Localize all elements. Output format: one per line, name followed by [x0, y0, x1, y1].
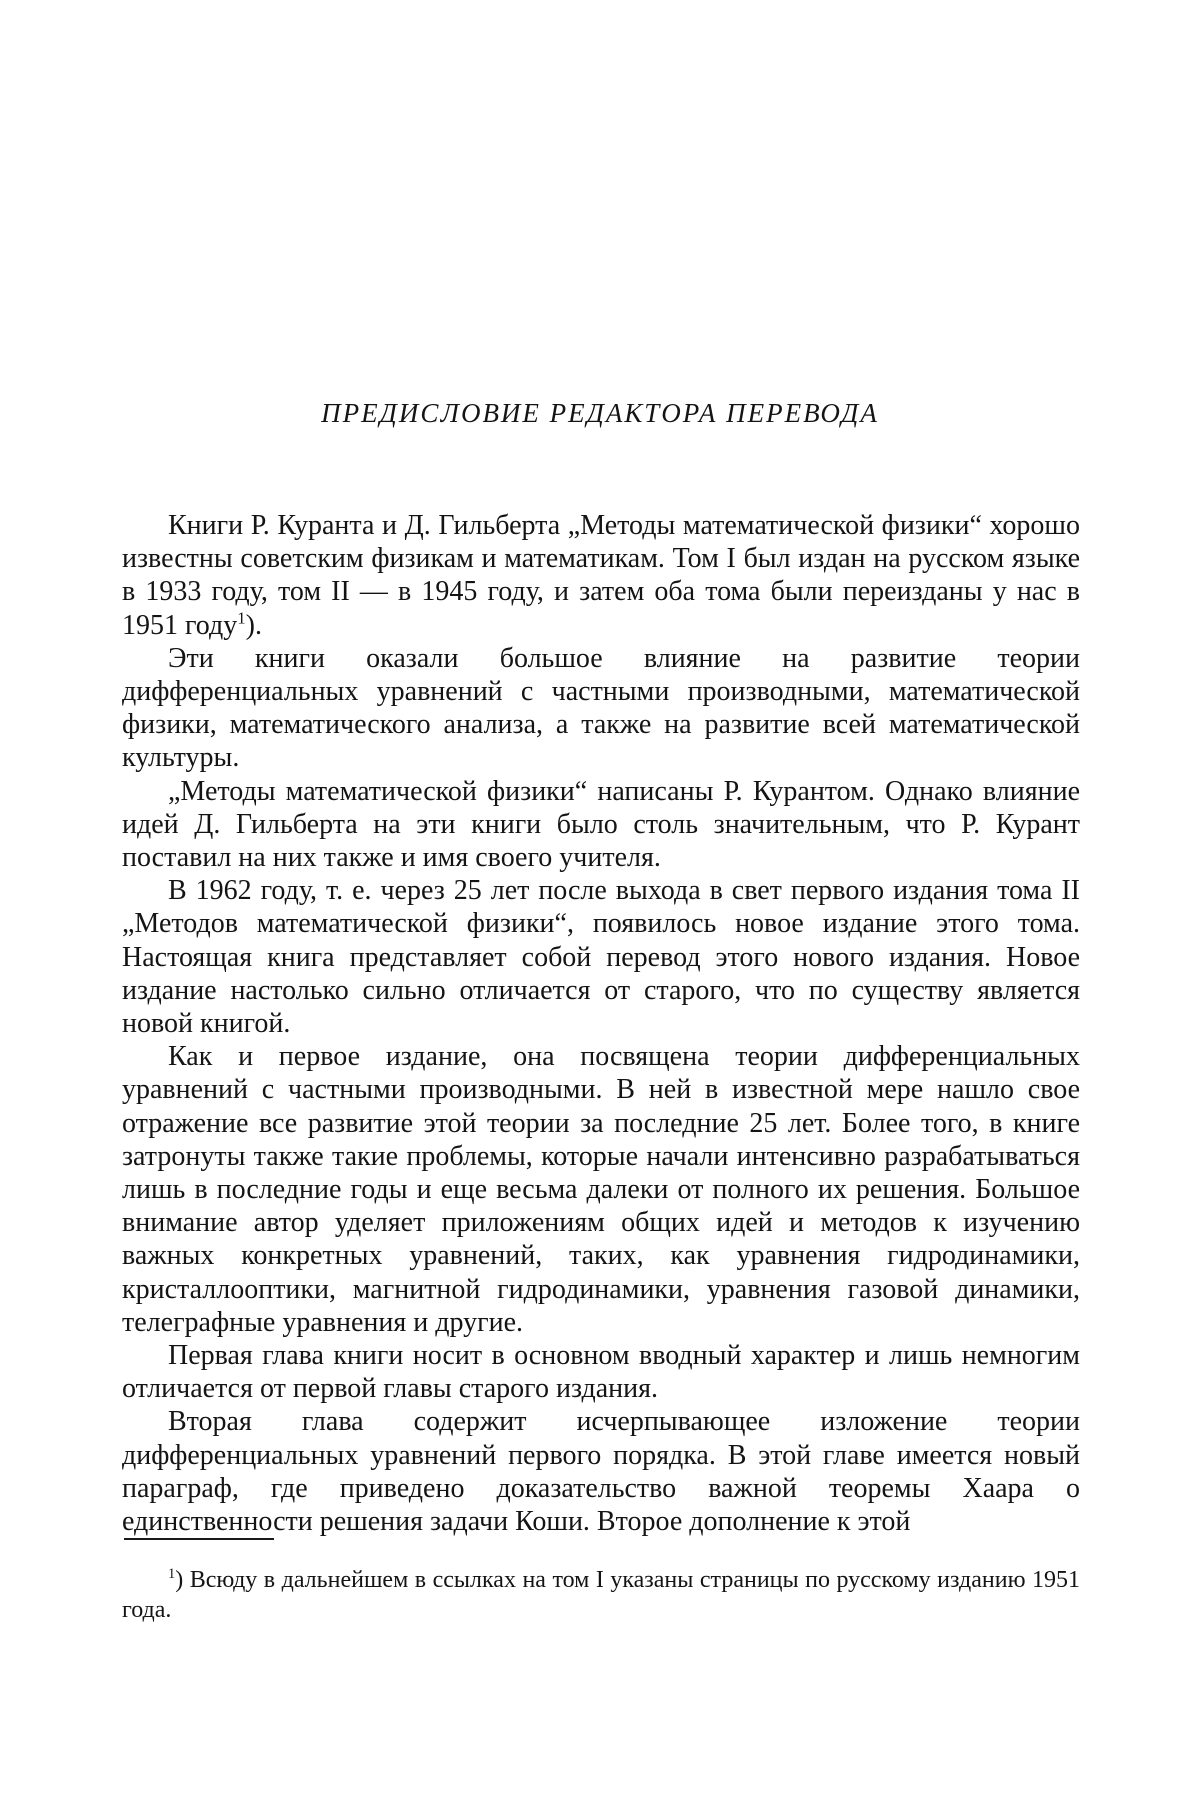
paragraph-5: Как и первое издание, она посвящена теории дифференциальных уравнений с частными производными. В ней в известной мере нашло свое отражение все развитие этой теории за последние 25 лет. Более того, в книге затронуты также такие проблемы, которые начали интенсивно разрабатываться лишь в последние годы и еще весьма далеки от полного их решения. Большое внимание автор уделяет приложениям общих идей и методов к изучению важных конкретных уравнений, таких, как уравнения гидродинамики, кристаллооптики, магнитной гидродинамики, уравнения газовой динамики, телеграфные уравнения и другие. [122, 1041, 1080, 1338]
paragraph-3: „Методы математической физики“ написаны Р. Курантом. Однако влияние идей Д. Гильберта на эти книги было столь значительным, что Р. Курант поставил на них также и имя своего учителя. [122, 775, 1080, 874]
paragraph-2: Эти книги оказали большое влияние на развитие теории дифференциальных уравнений с частными производными, математической физики, математического анализа, а также на развитие всей математической культуры. [122, 642, 1080, 774]
footnote-ref: 1 [237, 608, 246, 628]
footnote-text: ) Всюду в дальнейшем в ссылках на том I указаны страницы по русскому изданию 1951 года. [122, 1567, 1080, 1623]
footnote-mark: 1 [168, 1566, 176, 1582]
footnote [122, 1565, 1080, 1625]
page-title: ПРЕДИСЛОВИЕ РЕДАКТОРА ПЕРЕВОДА [321, 398, 879, 428]
paragraph-1-text: Книги Р. Куранта и Д. Гильберта „Методы математической физики“ хорошо известны советским физикам и математикам. Том I был издан на русском языке в 1933 году, том II — в 1945 году, и затем оба тома были переизданы у нас в 1951 году [122, 510, 1080, 641]
paragraph-1 [122, 509, 1080, 642]
footnote-divider [124, 1538, 274, 1540]
preface-body [122, 509, 1080, 1538]
paragraph-4: В 1962 году, т. е. через 25 лет после выхода в свет первого издания тома II „Методов математической физики“, появилось новое издание этого тома. Настоящая книга представляет собой перевод этого нового издания. Новое издание настолько сильно отличается от старого, что по существу является новой книгой. [122, 875, 1080, 1040]
paragraph-6: Первая глава книги носит в основном вводный характер и лишь немногим отличается от первой главы старого издания. [122, 1340, 1080, 1405]
paragraph-7: Вторая глава содержит исчерпывающее изложение теории дифференциальных уравнений первого порядка. В этой главе имеется новый параграф, где приведено доказательство важной теоремы Хаара о единственности решения задачи Коши. Второе дополнение к этой [122, 1406, 1080, 1538]
paragraph-1-tail: ). [245, 609, 262, 641]
